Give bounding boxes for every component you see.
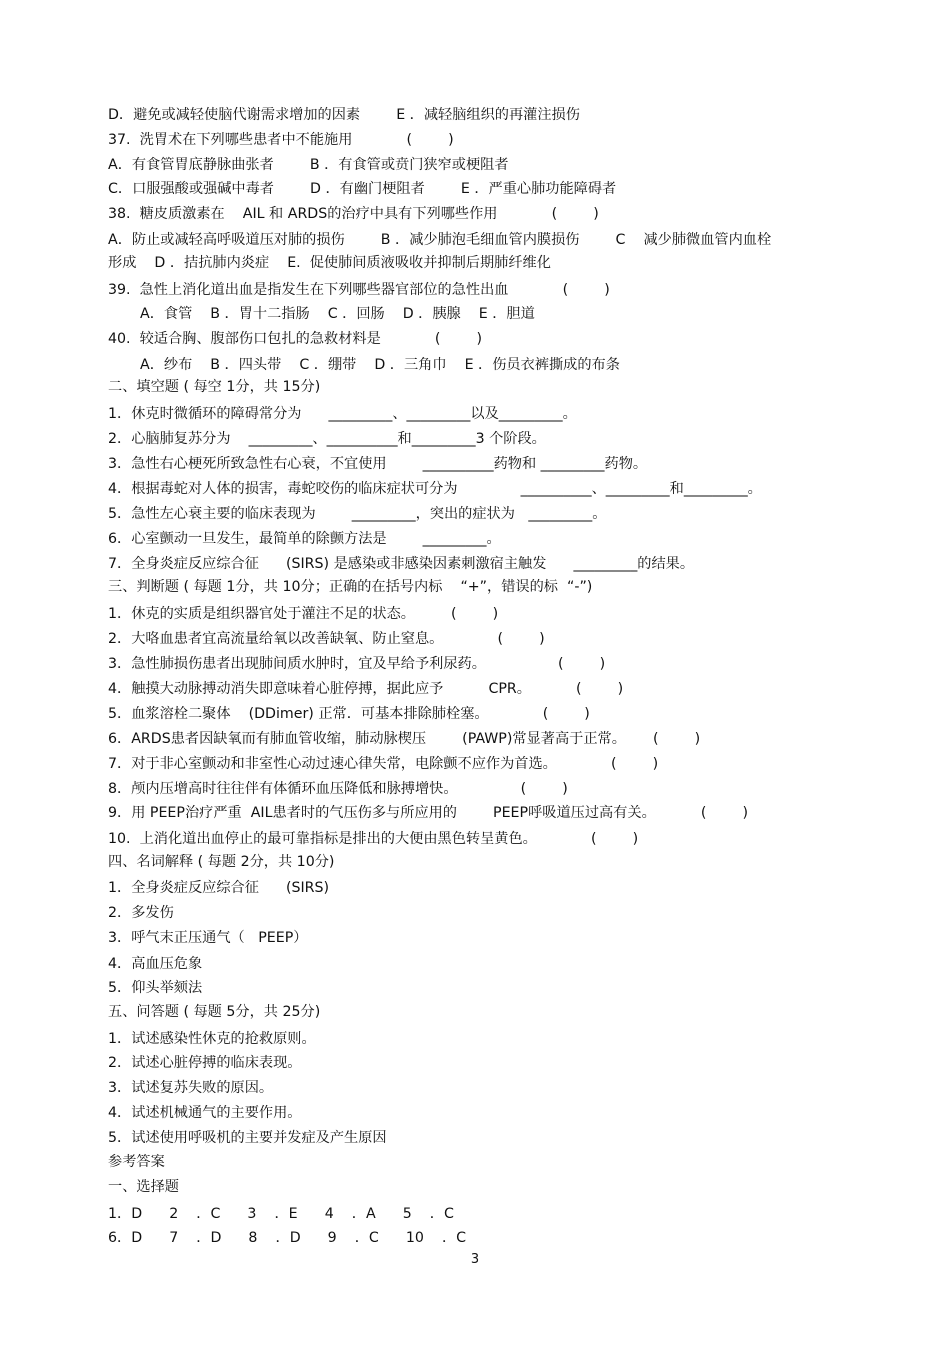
- judge-question: 6．ARDS患者因缺氧而有肺血管收缩，肺动脉楔压 (PAWP)常显著高于正常。 ( ): [108, 731, 701, 747]
- term-item: 1．全身炎症反应综合征 (SIRS): [108, 880, 330, 896]
- judge-question: 4．触摸大动脉搏动消失即意味着心脏停搏，据此应予 CPR。 ( ): [108, 681, 624, 697]
- answers-heading: 参考答案: [108, 1154, 165, 1170]
- term-item: 3．呼气末正压通气（ PEEP）: [108, 930, 308, 946]
- text-line: A．有食管胃底静脉曲张者 B ．有食管或贲门狭窄或梗阻者: [108, 157, 509, 173]
- judge-question: 7．对于非心室颤动和非室性心动过速心律失常，电除颤不应作为首选。 ( ): [108, 756, 659, 772]
- question-39: 39. 急性上消化道出血是指发生在下列哪些器官部位的急性出血 ( ): [108, 282, 610, 298]
- text-line: D．避免或减轻使脑代谢需求增加的因素 E ．减轻脑组织的再灌注损伤: [108, 107, 580, 123]
- text-line: C．口服强酸或强碱中毒者 D ．有幽门梗阻者 E ．严重心肺功能障碍者: [108, 181, 617, 197]
- fill-question: 1．休克时微循环的障碍常分为 _________、_________以及_________。: [108, 406, 577, 422]
- essay-question: 2．试述心脏停搏的临床表现。: [108, 1055, 302, 1071]
- judge-question: 3．急性肺损伤患者出现肺间质水肿时，宜及早给予利尿药。 ( ): [108, 656, 606, 672]
- text-line: A．防止或减轻高呼吸道压对肺的损伤 B ．减少肺泡毛细血管内膜损伤 C 减少肺微血管内血栓: [108, 232, 772, 248]
- essay-question: 3．试述复苏失败的原因。: [108, 1080, 274, 1096]
- essay-question: 5．试述使用呼吸机的主要并发症及产生原因: [108, 1130, 387, 1146]
- judge-question: 8．颅内压增高时往往伴有体循环血压降低和脉搏增快。 ( ): [108, 781, 568, 797]
- fill-question: 5．急性左心衰主要的临床表现为 _________，突出的症状为 _________。: [108, 506, 607, 522]
- section-heading: 五、问答题 ( 每题 5分，共 25分): [108, 1004, 321, 1020]
- text-line: A．纱布 B ．四头带 C ．绷带 D ．三角巾 E ．伤员衣裤撕成的布条: [140, 357, 620, 373]
- page-number: 3: [470, 1252, 480, 1267]
- fill-question: 3．急性右心梗死所致急性右心衰，不宜使用 __________药物和 _________药物。: [108, 456, 648, 472]
- question-38: 38. 糖皮质激素在 AIL 和 ARDS的治疗中具有下列哪些作用 ( ): [108, 206, 599, 222]
- fill-question: 6．心室颤动一旦发生，最简单的除颤方法是 _________。: [108, 531, 501, 547]
- section-heading: 二、填空题 ( 每空 1分，共 15分): [108, 379, 321, 395]
- answer-row: 1．D 2 ．C 3 ．E 4 ．A 5 ．C: [108, 1206, 454, 1222]
- judge-question: 9．用 PEEP治疗严重 AIL患者时的气压伤多与所应用的 PEEP呼吸道压过高有关。 ( ): [108, 805, 749, 821]
- essay-question: 4．试述机械通气的主要作用。: [108, 1105, 302, 1121]
- text-line: A．食管 B ．胃十二指肠 C ．回肠 D ．胰腺 E ．胆道: [140, 306, 535, 322]
- fill-question: 4．根据毒蛇对人体的损害，毒蛇咬伤的临床症状可分为 __________、_________和_________。: [108, 481, 762, 497]
- judge-question: 1．休克的实质是组织器官处于灌注不足的状态。 ( ): [108, 606, 499, 622]
- fill-question: 2．心脑肺复苏分为 _________、__________和_________3 个阶段。: [108, 431, 546, 447]
- question-40: 40. 较适合胸、腹部伤口包扎的急救材料是 ( ): [108, 331, 483, 347]
- answer-row: 6．D 7 ．D 8 ．D 9 ．C 10 ．C: [108, 1230, 467, 1246]
- text-line: 形成 D ．拮抗肺内炎症 E. 促使肺间质液吸收并抑制后期肺纤维化: [108, 255, 551, 271]
- question-37: 37. 洗胃术在下列哪些患者中不能施用 ( ): [108, 132, 454, 148]
- section-heading: 三、判断题 ( 每题 1分，共 10分；正确的在括号内标 “+”，错误的标 “-”): [108, 579, 593, 595]
- term-item: 5．仰头举颏法: [108, 980, 203, 996]
- term-item: 4．高血压危象: [108, 956, 203, 972]
- judge-question: 5．血浆溶栓二聚体 (DDimer) 正常．可基本排除肺栓塞。 ( ): [108, 706, 590, 722]
- essay-question: 1．试述感染性休克的抢救原则。: [108, 1031, 316, 1047]
- judge-question: 10. 上消化道出血停止的最可靠指标是排出的大便由黑色转呈黄色。 ( ): [108, 831, 639, 847]
- section-heading: 一、选择题: [108, 1179, 179, 1195]
- term-item: 2．多发伤: [108, 905, 174, 921]
- fill-question: 7．全身炎症反应综合征 (SIRS) 是感染或非感染因素刺激宿主触发 _________的结果。: [108, 556, 695, 572]
- section-heading: 四、名词解释 ( 每题 2分，共 10分): [108, 854, 335, 870]
- judge-question: 2．大咯血患者宜高流量给氧以改善缺氧、防止窒息。 ( ): [108, 631, 545, 647]
